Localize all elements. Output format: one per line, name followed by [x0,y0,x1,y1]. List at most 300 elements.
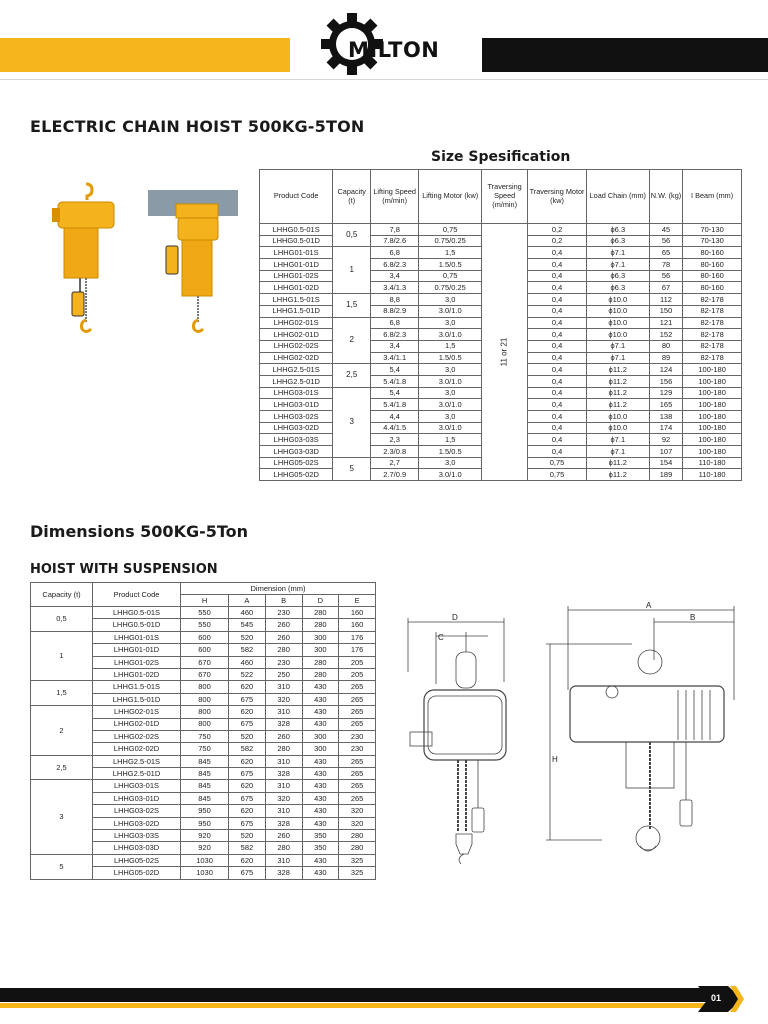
dim-product-code: LHHG02-02D [93,743,181,755]
spec-header-traversing-speed: Traversing Speed (m/min) [482,170,528,224]
spec-load-chain: ϕ10.0 [586,317,649,329]
spec-net-weight: 121 [649,317,683,329]
header-divider [0,79,768,80]
spec-net-weight: 112 [649,294,683,306]
spec-i-beam: 100-180 [683,446,742,458]
spec-traversing-motor: 0,4 [528,352,587,364]
dim-e: 205 [339,668,376,680]
dim-product-code: LHHG0.5-01D [93,619,181,631]
dim-d: 300 [302,730,339,742]
spec-lifting-speed: 4,4 [371,411,419,423]
dim-a: 582 [229,644,266,656]
spec-load-chain: ϕ7.1 [586,446,649,458]
dim-a: 460 [229,656,266,668]
spec-lifting-speed: 3,4 [371,340,419,352]
spec-capacity: 1 [333,247,371,294]
spec-header-traversing-motor: Traversing Motor (kw) [528,170,587,224]
dim-d: 300 [302,644,339,656]
dim-d: 280 [302,668,339,680]
dim-product-code: LHHG03-02D [93,817,181,829]
spec-traversing-motor: 0,4 [528,387,587,399]
dim-d: 430 [302,817,339,829]
spec-net-weight: 154 [649,457,683,469]
spec-lifting-speed: 6.8/2.3 [371,259,419,271]
spec-traversing-motor: 0,2 [528,224,587,236]
spec-lifting-speed: 4.4/1.5 [371,422,419,434]
dim-a: 520 [229,730,266,742]
dim-e: 160 [339,607,376,619]
spec-net-weight: 150 [649,305,683,317]
dim-row [31,681,376,693]
spec-header-load-chain: Load Chain (mm) [586,170,649,224]
spec-net-weight: 174 [649,422,683,434]
spec-i-beam: 100-180 [683,411,742,423]
dim-e: 265 [339,681,376,693]
dim-h: 845 [181,780,229,792]
dim-d: 430 [302,867,339,879]
dim-d: 300 [302,743,339,755]
footer-yellow-band [0,1003,716,1008]
dim-b: 230 [265,607,302,619]
brand-logo [320,12,450,76]
page-title: ELECTRIC CHAIN HOIST 500KG-5TON [30,117,365,136]
dim-a: 522 [229,668,266,680]
dim-e: 265 [339,718,376,730]
spec-lifting-motor: 3,0 [419,387,482,399]
dim-product-code: LHHG03-03D [93,842,181,854]
dim-e: 265 [339,693,376,705]
spec-net-weight: 165 [649,399,683,411]
spec-product-code: LHHG2.5-01D [260,375,333,387]
dim-a: 675 [229,792,266,804]
spec-net-weight: 152 [649,329,683,341]
spec-product-code: LHHG02-01S [260,317,333,329]
spec-header-nw: N.W. (kg) [649,170,683,224]
dim-product-code: LHHG03-01S [93,780,181,792]
spec-traversing-motor: 0,4 [528,364,587,376]
dim-a: 620 [229,780,266,792]
spec-header-code: Product Code [260,170,333,224]
dim-b: 310 [265,854,302,866]
dim-b: 320 [265,693,302,705]
spec-product-code: LHHG03-02S [260,411,333,423]
dim-h: 670 [181,656,229,668]
dim-h: 845 [181,768,229,780]
dim-b: 280 [265,842,302,854]
spec-product-code: LHHG02-01D [260,329,333,341]
dim-d: 280 [302,607,339,619]
dim-b: 260 [265,830,302,842]
dim-a: 675 [229,718,266,730]
spec-load-chain: ϕ7.1 [586,352,649,364]
spec-lifting-speed: 6,8 [371,247,419,259]
spec-lifting-speed: 6.8/2.3 [371,329,419,341]
spec-i-beam: 100-180 [683,434,742,446]
spec-lifting-motor: 3.0/1.0 [419,329,482,341]
dim-e: 176 [339,631,376,643]
traversing-speed-value: 11 or 21 [499,337,509,367]
dim-b: 260 [265,730,302,742]
dim-b: 310 [265,706,302,718]
dim-b: 310 [265,805,302,817]
dim-e: 265 [339,768,376,780]
dim-e: 265 [339,755,376,767]
spec-product-code: LHHG03-01S [260,387,333,399]
dim-a: 520 [229,830,266,842]
dim-h: 950 [181,805,229,817]
hoist-front-view-drawing [406,612,518,864]
dim-b: 280 [265,743,302,755]
spec-capacity: 3 [333,387,371,457]
spec-traversing-speed [482,224,528,481]
spec-load-chain: ϕ6.3 [586,224,649,236]
spec-net-weight: 56 [649,235,683,247]
spec-traversing-motor: 0,4 [528,294,587,306]
spec-i-beam: 100-180 [683,364,742,376]
dimensions-title: Dimensions 500KG-5Ton [30,522,249,541]
spec-lifting-motor: 1.5/0.5 [419,352,482,364]
dim-e: 265 [339,792,376,804]
dim-product-code: LHHG05-02D [93,867,181,879]
dim-a: 545 [229,619,266,631]
dim-header-dimension: Dimension (mm) [181,583,376,595]
spec-lifting-motor: 3.0/1.0 [419,399,482,411]
spec-net-weight: 138 [649,411,683,423]
dim-b: 260 [265,619,302,631]
spec-net-weight: 65 [649,247,683,259]
spec-i-beam: 110-180 [683,457,742,469]
dim-row [31,631,376,643]
spec-title: Size Spesification [431,149,571,165]
spec-product-code: LHHG03-02D [260,422,333,434]
dim-h: 670 [181,668,229,680]
spec-load-chain: ϕ11.2 [586,457,649,469]
spec-i-beam: 82-178 [683,317,742,329]
header-black-band [482,38,768,72]
dim-h: 550 [181,619,229,631]
spec-load-chain: ϕ10.0 [586,305,649,317]
dim-e: 280 [339,842,376,854]
dim-b: 328 [265,768,302,780]
spec-load-chain: ϕ11.2 [586,364,649,376]
spec-lifting-motor: 0,75 [419,270,482,282]
dim-row [31,780,376,792]
diagram-label-b: B [690,613,696,622]
spec-capacity: 0,5 [333,224,371,247]
dim-a: 620 [229,854,266,866]
dim-row [31,706,376,718]
spec-product-code: LHHG01-02S [260,270,333,282]
spec-lifting-speed: 5.4/1.8 [371,375,419,387]
dim-d: 430 [302,706,339,718]
spec-lifting-speed: 5.4/1.8 [371,399,419,411]
dim-e: 205 [339,656,376,668]
dim-product-code: LHHG2.5-01S [93,755,181,767]
dim-product-code: LHHG1.5-01D [93,693,181,705]
spec-lifting-speed: 2.7/0.9 [371,469,419,481]
dim-b: 310 [265,780,302,792]
dim-product-code: LHHG1.5-01S [93,681,181,693]
spec-product-code: LHHG05-02D [260,469,333,481]
spec-i-beam: 80-160 [683,282,742,294]
spec-lifting-motor: 3,0 [419,294,482,306]
spec-product-code: LHHG03-03D [260,446,333,458]
dim-h: 800 [181,718,229,730]
spec-product-code: LHHG0.5-01D [260,235,333,247]
spec-lifting-motor: 3,0 [419,457,482,469]
dim-d: 280 [302,619,339,631]
dim-product-code: LHHG2.5-01D [93,768,181,780]
spec-net-weight: 129 [649,387,683,399]
spec-load-chain: ϕ11.2 [586,399,649,411]
spec-i-beam: 82-178 [683,352,742,364]
dim-header-code: Product Code [93,583,181,607]
dim-d: 430 [302,681,339,693]
spec-lifting-speed: 7,8 [371,224,419,236]
spec-capacity: 2,5 [333,364,371,387]
spec-lifting-motor: 1,5 [419,247,482,259]
dim-a: 675 [229,867,266,879]
dim-product-code: LHHG03-02S [93,805,181,817]
dim-e: 320 [339,817,376,829]
spec-product-code: LHHG0.5-01S [260,224,333,236]
dim-capacity: 2 [31,706,93,756]
hoist-with-trolley-photo [148,190,238,334]
spec-i-beam: 100-180 [683,375,742,387]
dim-h: 845 [181,755,229,767]
dim-b: 230 [265,656,302,668]
dim-product-code: LHHG05-02S [93,854,181,866]
dim-h: 950 [181,817,229,829]
spec-traversing-motor: 0,4 [528,411,587,423]
spec-net-weight: 92 [649,434,683,446]
dim-product-code: LHHG02-02S [93,730,181,742]
spec-product-code: LHHG03-03S [260,434,333,446]
dim-d: 430 [302,718,339,730]
spec-i-beam: 82-178 [683,305,742,317]
spec-load-chain: ϕ7.1 [586,247,649,259]
spec-net-weight: 124 [649,364,683,376]
dim-h: 800 [181,706,229,718]
spec-lifting-speed: 6,8 [371,317,419,329]
diagram-label-a: A [646,601,652,610]
dimensions-table [30,582,376,880]
spec-traversing-motor: 0,4 [528,270,587,282]
spec-i-beam: 100-180 [683,399,742,411]
suspension-subtitle: HOIST WITH SUSPENSION [30,562,218,577]
spec-header-lifting-speed: Lifting Speed (m/min) [371,170,419,224]
dim-header-h: H [181,595,229,607]
spec-lifting-motor: 0.75/0.25 [419,282,482,294]
spec-load-chain: ϕ10.0 [586,329,649,341]
dim-d: 430 [302,805,339,817]
spec-traversing-motor: 0,4 [528,305,587,317]
dim-h: 1030 [181,854,229,866]
dim-e: 230 [339,743,376,755]
spec-load-chain: ϕ10.0 [586,411,649,423]
spec-traversing-motor: 0,4 [528,399,587,411]
dim-h: 800 [181,681,229,693]
spec-lifting-motor: 1,5 [419,434,482,446]
spec-lifting-motor: 3.0/1.0 [419,305,482,317]
dim-h: 550 [181,607,229,619]
dim-product-code: LHHG02-01S [93,706,181,718]
spec-traversing-motor: 0,4 [528,375,587,387]
spec-capacity: 1,5 [333,294,371,317]
spec-load-chain: ϕ7.1 [586,259,649,271]
dim-b: 310 [265,755,302,767]
dim-d: 430 [302,768,339,780]
dim-b: 310 [265,681,302,693]
spec-lifting-speed: 5,4 [371,387,419,399]
dim-h: 600 [181,644,229,656]
spec-i-beam: 80-160 [683,270,742,282]
dim-b: 250 [265,668,302,680]
spec-net-weight: 78 [649,259,683,271]
dim-e: 325 [339,867,376,879]
spec-capacity: 2 [333,317,371,364]
dim-header-a: A [229,595,266,607]
spec-load-chain: ϕ11.2 [586,387,649,399]
hoist-photo-1 [50,182,122,334]
spec-lifting-speed: 5,4 [371,364,419,376]
spec-lifting-speed: 3.4/1.3 [371,282,419,294]
spec-i-beam: 82-178 [683,294,742,306]
spec-traversing-motor: 0,4 [528,329,587,341]
spec-net-weight: 156 [649,375,683,387]
spec-lifting-motor: 0.75/0.25 [419,235,482,247]
spec-traversing-motor: 0,75 [528,469,587,481]
spec-traversing-motor: 0,4 [528,434,587,446]
hoist-side-view-drawing [542,600,740,862]
dim-product-code: LHHG0.5-01S [93,607,181,619]
spec-traversing-motor: 0,4 [528,282,587,294]
spec-header-lifting-motor: Lifting Motor (kw) [419,170,482,224]
diagram-label-d: D [452,613,458,622]
dim-product-code: LHHG01-01D [93,644,181,656]
spec-lifting-motor: 1.5/0.5 [419,446,482,458]
dim-a: 675 [229,693,266,705]
spec-load-chain: ϕ11.2 [586,375,649,387]
dim-header-capacity: Capacity (t) [31,583,93,607]
spec-net-weight: 107 [649,446,683,458]
dim-b: 328 [265,817,302,829]
dim-product-code: LHHG02-01D [93,718,181,730]
spec-load-chain: ϕ10.0 [586,294,649,306]
spec-traversing-motor: 0,75 [528,457,587,469]
spec-traversing-motor: 0,4 [528,422,587,434]
spec-lifting-motor: 3,0 [419,317,482,329]
spec-lifting-motor: 1,5 [419,340,482,352]
dim-row [31,854,376,866]
footer-black-band [0,988,716,1002]
spec-capacity: 5 [333,457,371,480]
spec-lifting-speed: 2,7 [371,457,419,469]
spec-product-code: LHHG2.5-01S [260,364,333,376]
spec-header-row [260,170,742,224]
dim-d: 430 [302,780,339,792]
spec-product-code: LHHG03-01D [260,399,333,411]
dim-h: 920 [181,842,229,854]
spec-product-code: LHHG01-01S [260,247,333,259]
spec-lifting-motor: 3,0 [419,411,482,423]
dim-a: 460 [229,607,266,619]
spec-lifting-motor: 0,75 [419,224,482,236]
spec-lifting-speed: 8,8 [371,294,419,306]
dim-product-code: LHHG01-02S [93,656,181,668]
spec-i-beam: 110-180 [683,469,742,481]
spec-i-beam: 100-180 [683,422,742,434]
dim-h: 800 [181,693,229,705]
spec-load-chain: ϕ11.2 [586,469,649,481]
spec-lifting-motor: 1.5/0.5 [419,259,482,271]
dim-b: 260 [265,631,302,643]
dim-e: 230 [339,730,376,742]
spec-lifting-speed: 3,4 [371,270,419,282]
dim-product-code: LHHG03-01D [93,792,181,804]
dim-header-row-1 [31,583,376,595]
dim-d: 350 [302,842,339,854]
diagram-label-c: C [438,633,444,642]
spec-traversing-motor: 0,4 [528,259,587,271]
dim-d: 350 [302,830,339,842]
size-specification-table [259,169,742,481]
header-yellow-band [0,38,290,72]
spec-traversing-motor: 0,4 [528,446,587,458]
dim-a: 620 [229,755,266,767]
spec-i-beam: 80-160 [683,247,742,259]
spec-load-chain: ϕ10.0 [586,422,649,434]
spec-load-chain: ϕ7.1 [586,434,649,446]
brand-name: MILTON [348,38,440,62]
dim-a: 675 [229,817,266,829]
dim-e: 160 [339,619,376,631]
dim-e: 265 [339,780,376,792]
spec-product-code: LHHG02-02D [260,352,333,364]
spec-product-code: LHHG02-02S [260,340,333,352]
dim-d: 280 [302,656,339,668]
dim-h: 1030 [181,867,229,879]
dim-product-code: LHHG01-01S [93,631,181,643]
dim-h: 600 [181,631,229,643]
dim-product-code: LHHG01-02D [93,668,181,680]
dim-a: 520 [229,631,266,643]
spec-net-weight: 45 [649,224,683,236]
spec-load-chain: ϕ6.3 [586,270,649,282]
dim-capacity: 0,5 [31,607,93,632]
spec-net-weight: 56 [649,270,683,282]
dim-d: 430 [302,693,339,705]
spec-traversing-motor: 0,4 [528,317,587,329]
spec-net-weight: 89 [649,352,683,364]
spec-lifting-motor: 3,0 [419,364,482,376]
spec-traversing-motor: 0,4 [528,340,587,352]
dim-row [31,755,376,767]
spec-load-chain: ϕ6.3 [586,282,649,294]
spec-header-ibeam: I Beam (mm) [683,170,742,224]
dim-e: 280 [339,830,376,842]
spec-product-code: LHHG01-01D [260,259,333,271]
spec-i-beam: 82-178 [683,340,742,352]
dim-a: 620 [229,681,266,693]
dim-e: 265 [339,706,376,718]
spec-lifting-motor: 3.0/1.0 [419,375,482,387]
dim-capacity: 1 [31,631,93,681]
dim-b: 320 [265,792,302,804]
spec-net-weight: 80 [649,340,683,352]
dim-a: 620 [229,805,266,817]
spec-i-beam: 70-130 [683,224,742,236]
